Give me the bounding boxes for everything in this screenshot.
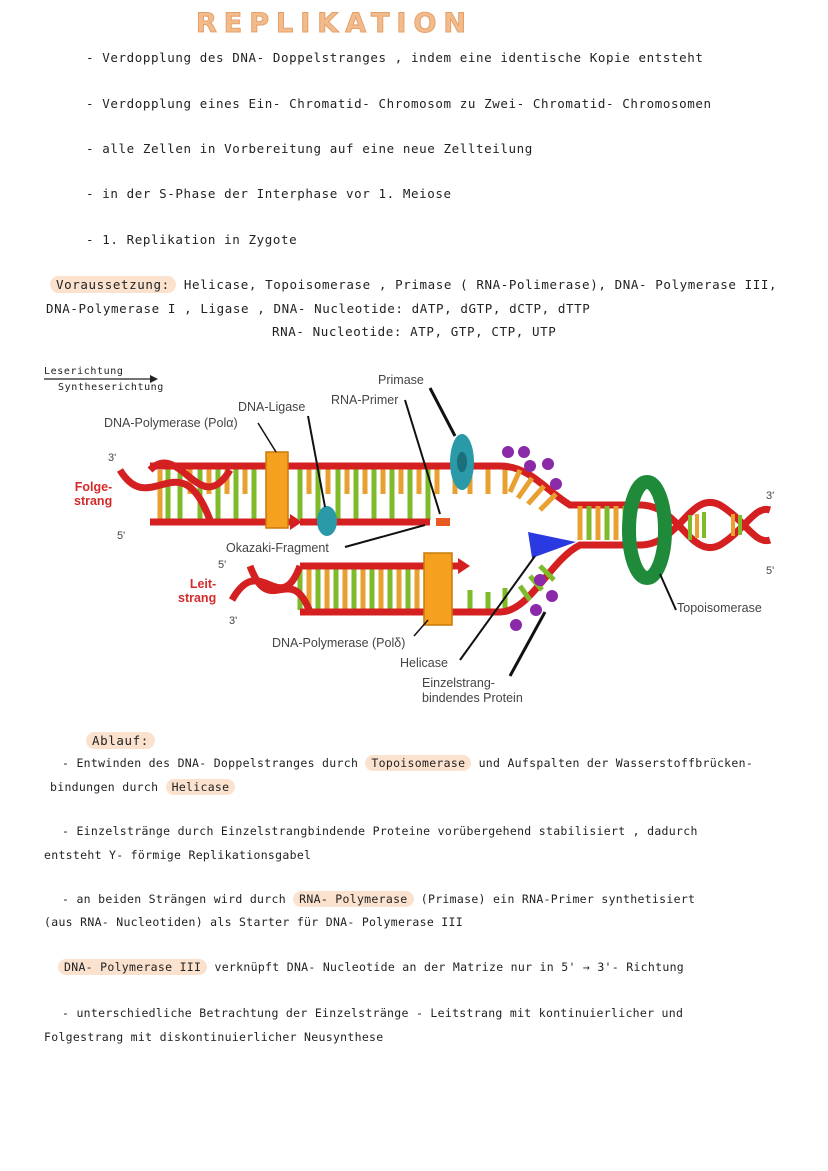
prime-3-mid: 3' [229,615,238,627]
polymerase-delta-block [424,553,452,625]
syntheserichtung-label: Syntheserichtung [58,382,164,393]
okazaki-label: Okazaki-Fragment [226,541,329,555]
ablauf-p3-hl: RNA- Polymerase [293,891,413,907]
bullet-2: - Verdopplung eines Ein- Chromatid- Chromosom zu Zwei- Chromatid- Chromosomen [86,96,712,111]
ablauf-p3-line2: (aus RNA- Nucleotiden) als Starter für DNA- Polymerase III [44,915,463,929]
ablauf-p1-a: - Entwinden des DNA- Doppelstranges durch [62,756,359,770]
prime-3-top: 3' [108,452,117,464]
ablauf-p1-c: bindungen durch [50,780,159,794]
rna-primer-label: RNA-Primer [331,393,399,407]
bullet-1: - Verdopplung des DNA- Doppelstranges , indem eine identische Kopie entsteht [86,50,704,65]
ablauf-p4-b: verknüpft DNA- Nucleotide an der Matrize nur in 5' → 3'- Richtung [214,960,685,974]
ablauf-p2-line1: - Einzelstränge durch Einzelstrangbindende Proteine vorübergehend stabilisiert , dadurch [62,824,698,838]
lagging-backbone [150,466,640,505]
leitstrang-label: Leit- strang [178,577,217,605]
ablauf-p5-line1: - unterschiedliche Betrachtung der Einzelstränge - Leitstrang mit kontinuierlicher und [62,1006,684,1020]
einzelstrang-label: Einzelstrang- bindendes Protein [422,676,523,705]
ablauf-p2-line2: entsteht Y- förmige Replikationsgabel [44,848,312,862]
ablauf-p5-line2: Folgestrang mit diskontinuierlicher Neusynthese [44,1030,384,1044]
polymerase-alpha-label: DNA-Polymerase (Polα) [104,416,238,430]
voraussetzung-line2: DNA-Polymerase I , Ligase , DNA- Nucleotide: dATP, dGTP, dCTP, dTTP [46,301,591,316]
ablauf-p4-hl: DNA- Polymerase III [58,959,207,975]
topoisomerase-label: Topoisomerase [677,601,762,615]
leading-strand-rungs [300,566,505,612]
ablauf-p3-line1 [62,892,695,906]
leading-helix-left [232,566,300,600]
polymerase-delta-label: DNA-Polymerase (Polδ) [272,636,406,650]
voraussetzung-text1: Helicase, Topoisomerase , Primase ( RNA-Polimerase), DNA- Polymerase III, [183,277,778,292]
ablauf-p1-topo: Topoisomerase [365,755,471,771]
polymerase-alpha-block [266,452,288,528]
dna-ligase-label: DNA-Ligase [238,400,306,414]
ligase-shape [317,506,337,536]
ablauf-p1-b: und Aufspalten der Wasserstoffbrücken- [478,756,754,770]
prime-5-right: 5' [766,565,775,577]
bullet-4: - in der S-Phase der Interphase vor 1. Meiose [86,186,452,201]
primase-label: Primase [378,373,424,387]
ablauf-p3-a: - an beiden Strängen wird durch [62,892,286,906]
folgestrang-label: Folge- strang [74,480,113,508]
ablauf-p1-line2 [50,780,235,794]
bullet-3: - alle Zellen in Vorbereitung auf eine neue Zellteilung [86,141,533,156]
leserichtung-label: Leserichtung [44,366,124,377]
prime-5-top: 5' [117,530,126,542]
topoisomerase-ring [629,482,665,578]
ablauf-p3-b: (Primase) ein RNA-Primer synthetisiert [420,892,696,906]
ablauf-label: Ablauf: [86,732,155,749]
voraussetzung-line3: RNA- Nucleotide: ATP, GTP, CTP, UTP [272,324,557,339]
ablauf-p1-line1 [62,756,753,770]
page-title: REPLIKATION [196,8,474,39]
ablauf-p1-helicase: Helicase [166,779,236,795]
bullet-5: - 1. Replikation in Zygote [86,232,298,247]
prime-5-mid: 5' [218,559,227,571]
ablauf-heading [86,733,155,748]
ablauf-p4 [58,960,684,974]
prime-3-right: 3' [766,490,775,502]
helicase-label: Helicase [400,656,448,670]
rna-primer-segment [436,518,450,526]
voraussetzung-label: Voraussetzung: [50,276,176,293]
